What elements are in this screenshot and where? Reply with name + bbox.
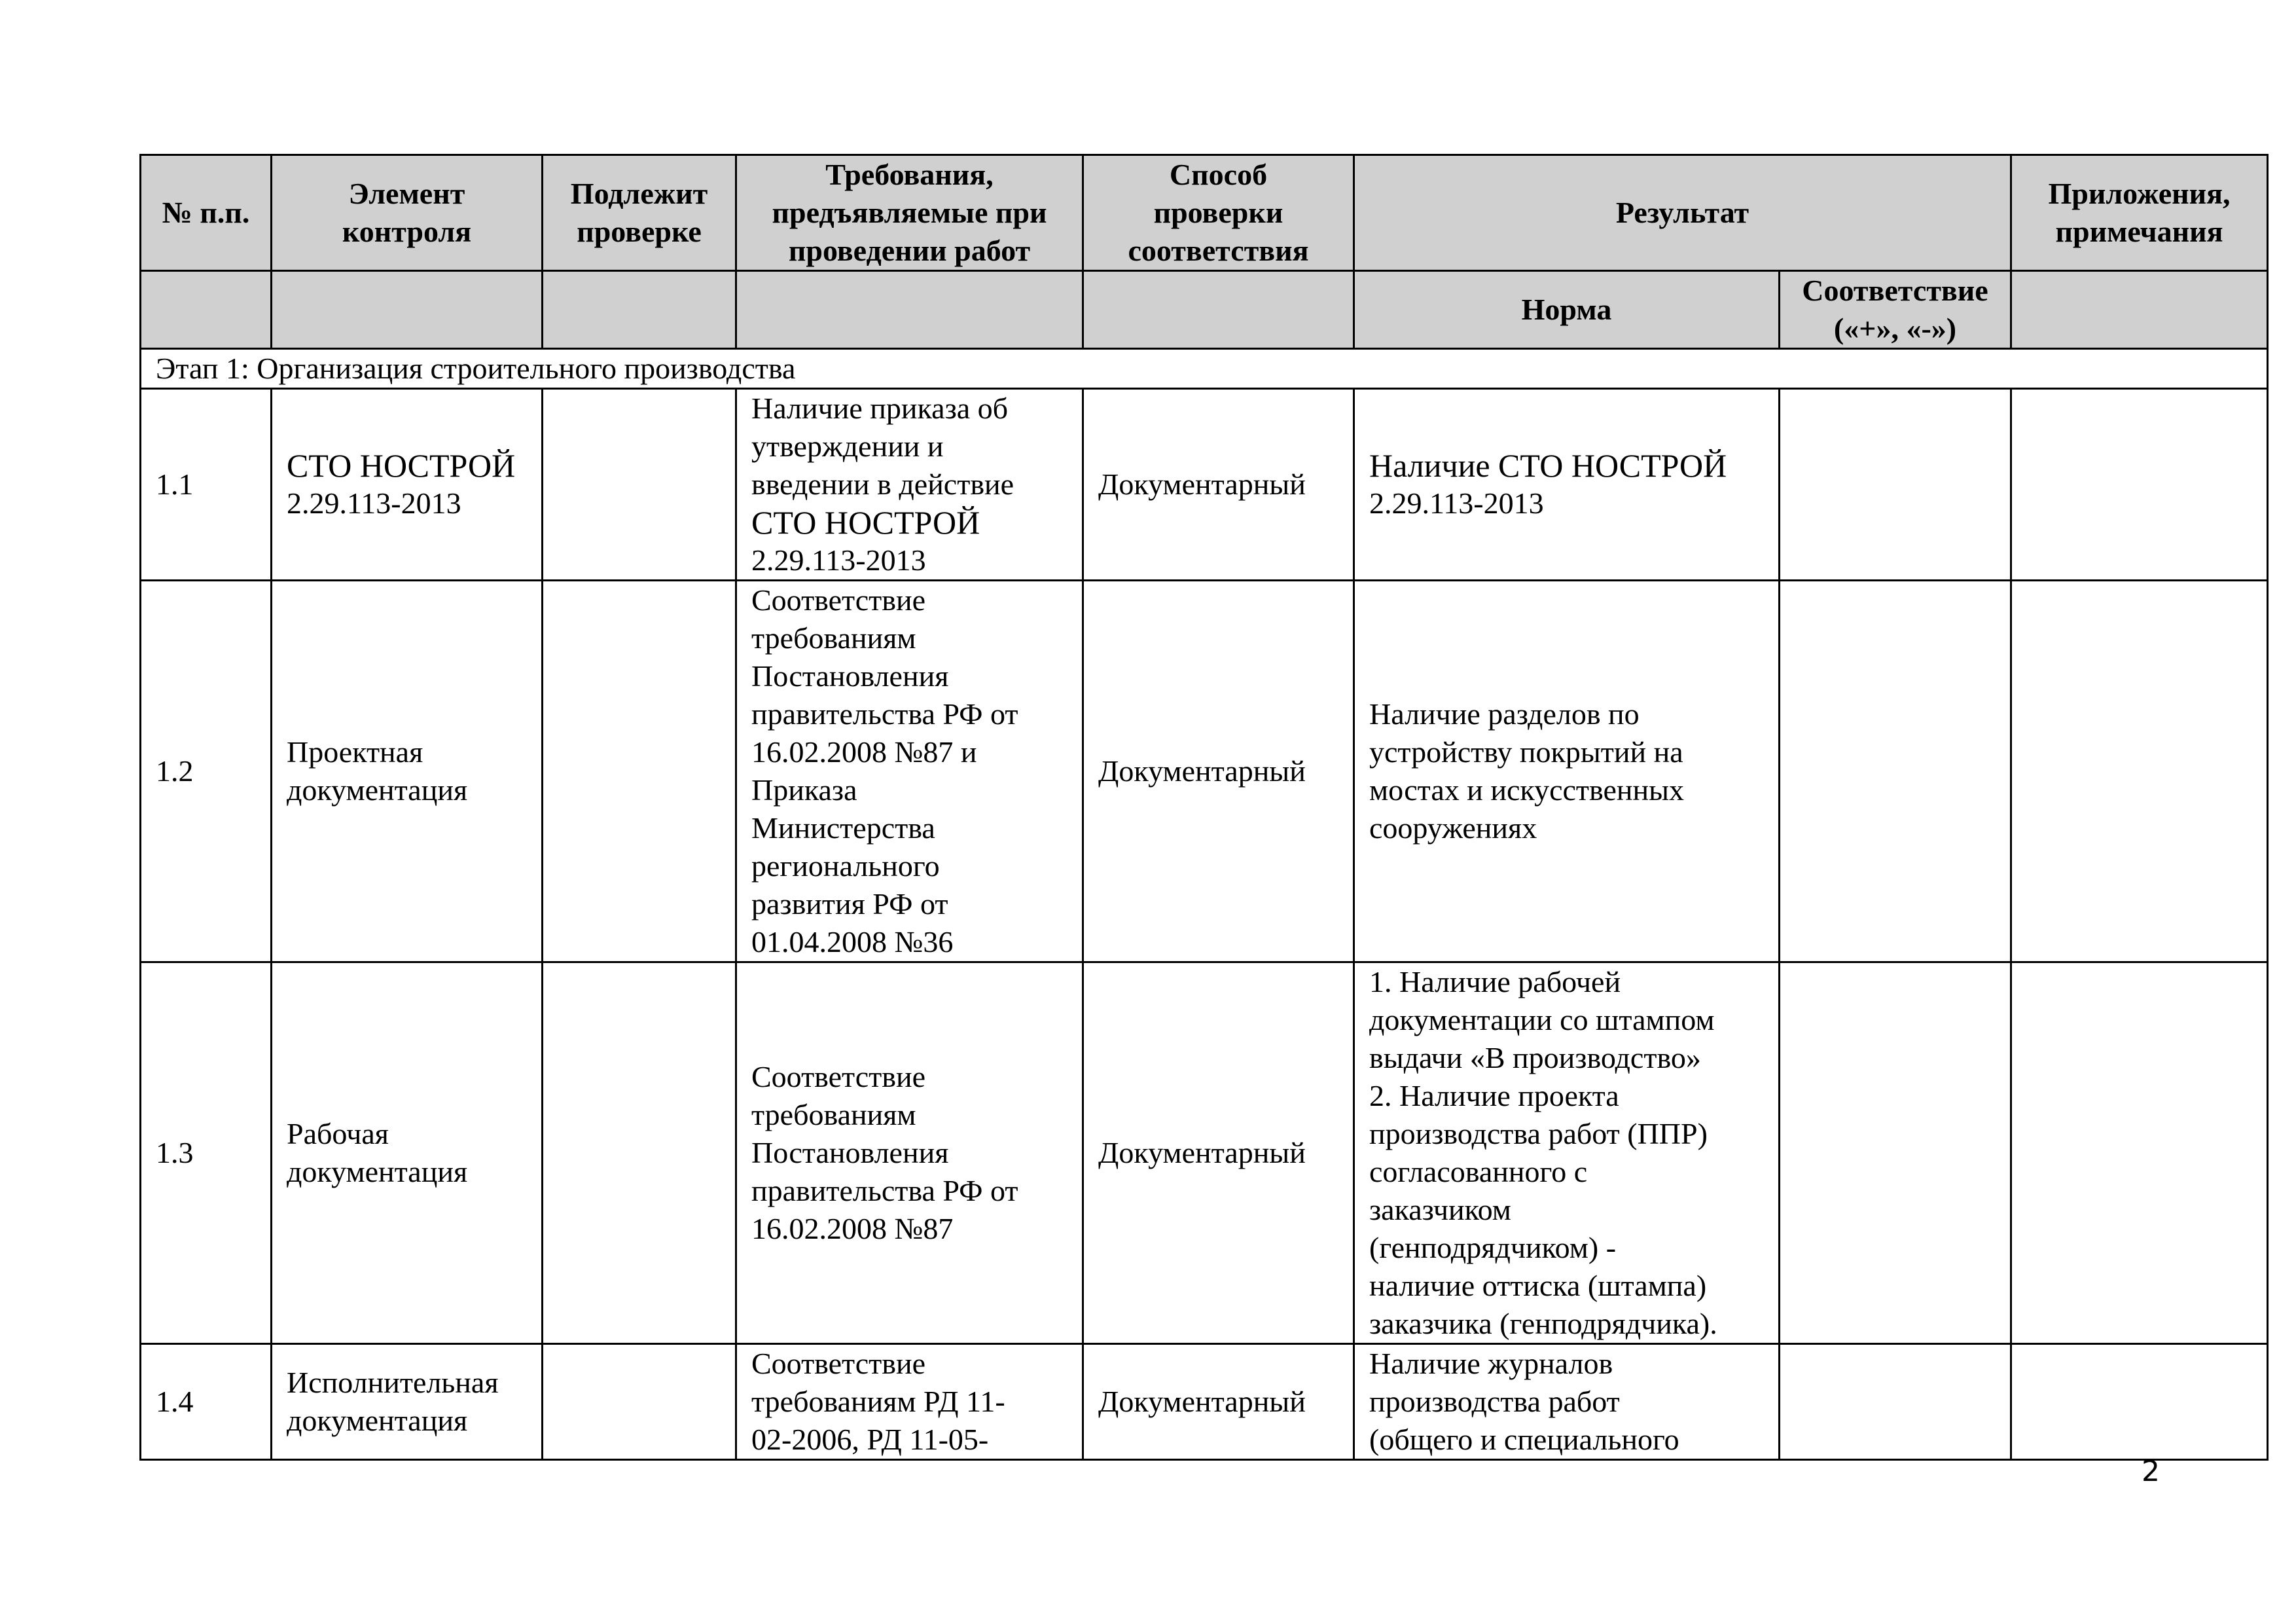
row-num: 1.4 [141, 1344, 272, 1460]
page-number: 2 [2142, 1455, 2160, 1488]
row-num: 1.1 [141, 389, 272, 581]
header-element: Элемент контроля [272, 155, 543, 271]
row-element: Рабочая документация [272, 962, 543, 1344]
stage-row [141, 349, 2268, 389]
header-num: № п.п. [141, 155, 272, 271]
row-method: Документарный [1083, 962, 1354, 1344]
table-row [141, 962, 2268, 1344]
row-subject [543, 962, 736, 1344]
stage-title: Этап 1: Организация строительного производства [141, 349, 2268, 389]
row-method: Документарный [1083, 389, 1354, 581]
table-row [141, 581, 2268, 962]
row-element: СТО НОСТРОЙ 2.29.113-2013 [272, 389, 543, 581]
header-requirements: Требования, предъявляемые при проведении работ [736, 155, 1083, 271]
row-attachments [2011, 1344, 2268, 1460]
row-requirements: Соответствие требованиям Постановления правительства РФ от 16.02.2008 №87 [736, 962, 1083, 1344]
row-norm: Наличие СТО НОСТРОЙ 2.29.113-2013 [1354, 389, 1780, 581]
row-element: Исполнительная документация [272, 1344, 543, 1460]
header-subject: Подлежит проверке [543, 155, 736, 271]
row-method: Документарный [1083, 581, 1354, 962]
row-num: 1.2 [141, 581, 272, 962]
row-requirements: Соответствие требованиям РД 11- 02-2006, РД 11-05- [736, 1344, 1083, 1460]
row-norm: 1. Наличие рабочей документации со штампом выдачи «В производство» 2. Наличие проекта производства работ (ППР) согласованного с заказчиком (генподрядчиком) - наличие оттиска (штампа) заказчика (генподрядчика). [1354, 962, 1780, 1344]
row-attachments [2011, 581, 2268, 962]
row-compliance [1780, 1344, 2011, 1460]
row-requirements: Наличие приказа об утверждении и введении в действие СТО НОСТРОЙ 2.29.113-2013 [736, 389, 1083, 581]
row-compliance [1780, 389, 2011, 581]
row-compliance [1780, 962, 2011, 1344]
row-norm: Наличие журналов производства работ (общего и специального [1354, 1344, 1780, 1460]
header-row [141, 155, 2268, 271]
header-attachments: Приложения, примечания [2011, 155, 2268, 271]
header-norm: Норма [1354, 271, 1780, 349]
row-compliance [1780, 581, 2011, 962]
row-element: Проектная документация [272, 581, 543, 962]
subheader-row [141, 271, 2268, 349]
row-attachments [2011, 389, 2268, 581]
header-result: Результат [1354, 155, 2011, 271]
header-compliance: Соответствие («+», «-») [1780, 271, 2011, 349]
row-subject [543, 1344, 736, 1460]
row-method: Документарный [1083, 1344, 1354, 1460]
header-method: Способ проверки соответствия [1083, 155, 1354, 271]
row-attachments [2011, 962, 2268, 1344]
row-requirements: Соответствие требованиям Постановления правительства РФ от 16.02.2008 №87 и Приказа Министерства регионального развития РФ от 01.04.2008 №36 [736, 581, 1083, 962]
inspection-table [139, 154, 2269, 1461]
row-subject [543, 389, 736, 581]
row-subject [543, 581, 736, 962]
row-num: 1.3 [141, 962, 272, 1344]
table-row [141, 389, 2268, 581]
table-row [141, 1344, 2268, 1460]
row-norm: Наличие разделов по устройству покрытий на мостах и искусственных сооружениях [1354, 581, 1780, 962]
